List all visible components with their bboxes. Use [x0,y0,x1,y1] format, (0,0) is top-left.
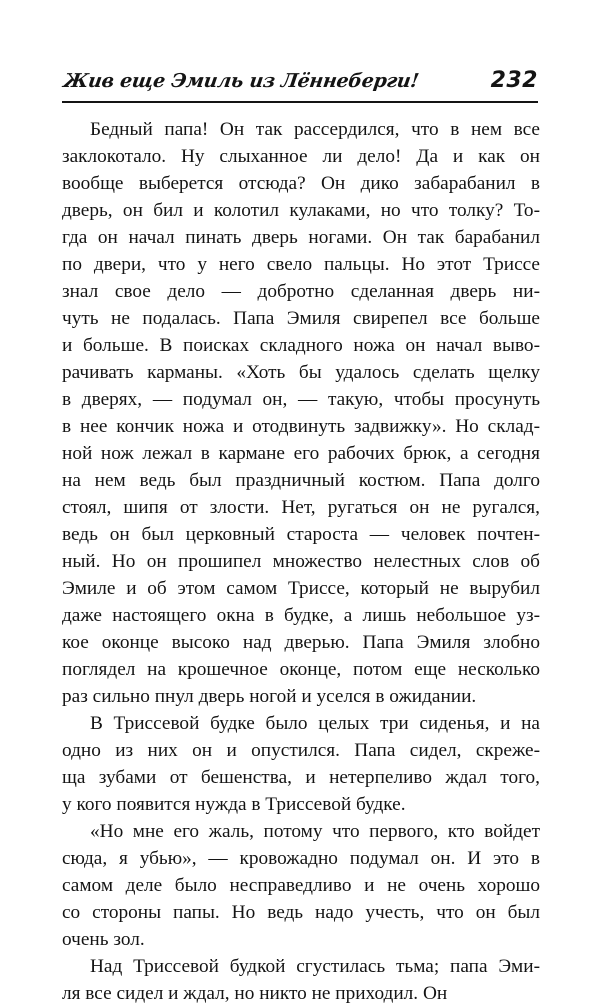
text-line: гда он начал пинать дверь ногами. Он так барабанил [62,227,540,248]
text-line: Над Триссевой будкой сгустилась тьма; папа Эми- [90,956,540,977]
text-line: рачивать карманы. «Хоть бы удалось сделать щелку [62,362,540,383]
paragraph [62,818,540,953]
text-line: кое оконце высоко над дверью. Папа Эмиля злобно [62,632,540,653]
text-line: ведь он был церковный староста — человек почтен- [62,524,540,545]
text-line: сюда, я убью», — кровожадно подумал он. И это в [62,848,540,869]
page-number: 232 [490,68,538,93]
text-line: на нем ведь был праздничный костюм. Папа долго [62,470,540,491]
text-line: в нее кончик ножа и отодвинуть задвижку». Но склад- [62,416,540,437]
text-line: ной нож лежал в кармане его рабочих брюк, а сегодня [62,443,540,464]
text-line: ный. Но он прошипел множество нелестных слов об [62,551,540,572]
text-line: ща зубами от бешенства, и нетерпеливо ждал того, [62,767,540,788]
text-line: Бедный папа! Он так рассердился, что в нем все [90,119,540,140]
text-line: раз сильно пнул дверь ногой и уселся в ожидании. [62,686,477,707]
text-line: знал свое дело — добротно сделанная дверь ни- [62,281,540,302]
text-line: чуть не подалась. Папа Эмиля свирепел все больше [62,308,540,329]
text-line: заклокотало. Ну слыханное ли дело! Да и как он [62,146,540,167]
running-header [62,66,538,100]
running-title: Жив еще Эмиль из Лённеберги! [62,70,421,92]
text-line: дверь, он бил и колотил кулаками, но что толку? То- [62,200,540,221]
text-line: стоял, шипя от злости. Нет, ругаться он не ругался, [62,497,540,518]
paragraph [62,953,540,1007]
text-line: у кого появится нужда в Триссевой будке. [62,794,406,815]
text-line: даже настоящего окна в будке, а лишь небольшое уз- [62,605,540,626]
text-line: вообще выберется отсюда? Он дико забарабанил в [62,173,540,194]
text-line: Эмиле и об этом самом Триссе, который не вырубил [62,578,540,599]
text-line: и больше. В поисках складного ножа он начал выво- [62,335,540,356]
text-line: в дверях, — подумал он, — такую, чтобы просунуть [62,389,540,410]
text-line: по двери, что у него свело пальцы. Но этот Триссе [62,254,540,275]
text-line: одно из них он и опустился. Папа сидел, скреже- [62,740,540,761]
text-line: очень зол. [62,929,145,950]
text-line: «Но мне его жаль, потому что первого, кто войдет [90,821,540,842]
text-line: ля все сидел и ждал, но никто не приходил. Он [62,983,448,1004]
text-line: самом деле было несправедливо и не очень хорошо [62,875,540,896]
header-rule [62,101,538,103]
body-text [62,116,540,1007]
text-line: со стороны папы. Но ведь надо учесть, что он был [62,902,540,923]
paragraph [62,710,540,818]
paragraph [62,116,540,710]
text-line: В Триссевой будке было целых три сиденья, и на [90,713,540,734]
text-line: поглядел на крошечное оконце, потом еще несколько [62,659,540,680]
